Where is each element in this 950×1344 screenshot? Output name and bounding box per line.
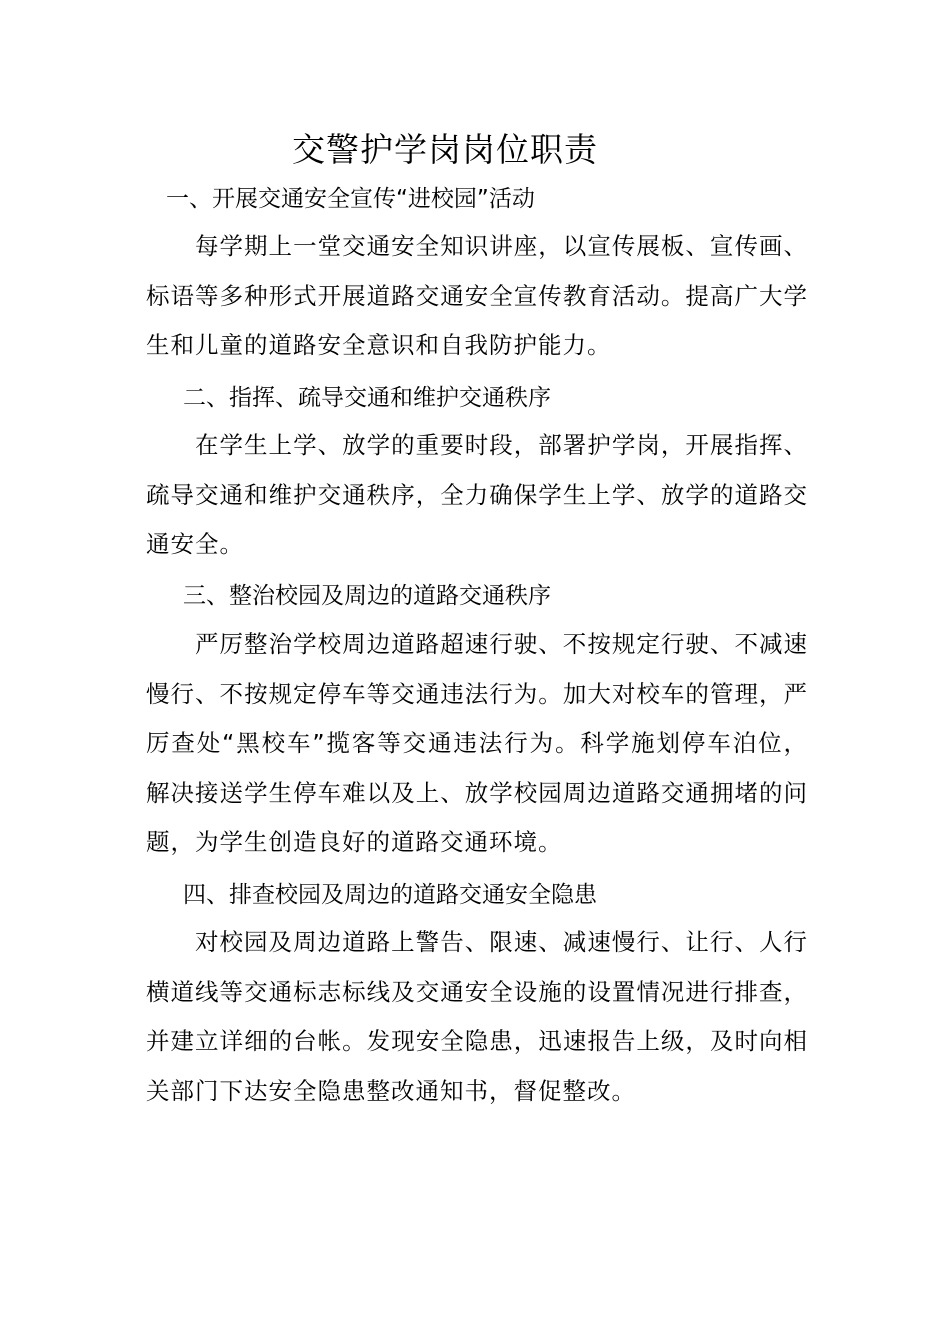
section-heading-1: 一、开展交通安全宣传“进校园”活动	[166, 186, 535, 212]
section-body-4: 对校园及周边道路上警告、限速、减速慢行、让行、人行横道线等交通标志标线及交通安全设施的设置情况进行排查，并建立详细的台帐。发现安全隐患，迅速报告上级，及时向相关部门下达安全隐患整改通知书，督促整改。	[146, 928, 808, 1105]
section-heading-4: 四、排查校园及周边的道路交通安全隐患	[183, 882, 597, 908]
section-body-3: 严厉整治学校周边道路超速行驶、不按规定行驶、不减速慢行、不按规定停车等交通违法行为。加大对校车的管理，严厉查处“黑校车”揽客等交通违法行为。科学施划停车泊位，解决接送学生停车难以及上、放学校园周边道路交通拥堵的问题，为学生创造良好的道路交通环境。	[146, 630, 808, 856]
section-body-1: 每学期上一堂交通安全知识讲座，以宣传展板、宣传画、标语等多种形式开展道路交通安全宣传教育活动。提高广大学生和儿童的道路安全意识和自我防护能力。	[146, 232, 808, 359]
section-body-2: 在学生上学、放学的重要时段，部署护学岗，开展指挥、疏导交通和维护交通秩序，全力确保学生上学、放学的道路交通安全。	[146, 431, 808, 558]
section-heading-3: 三、整治校园及周边的道路交通秩序	[183, 583, 551, 609]
section-heading-2: 二、指挥、疏导交通和维护交通秩序	[183, 385, 551, 411]
document-title: 交警护学岗岗位职责	[292, 130, 598, 169]
